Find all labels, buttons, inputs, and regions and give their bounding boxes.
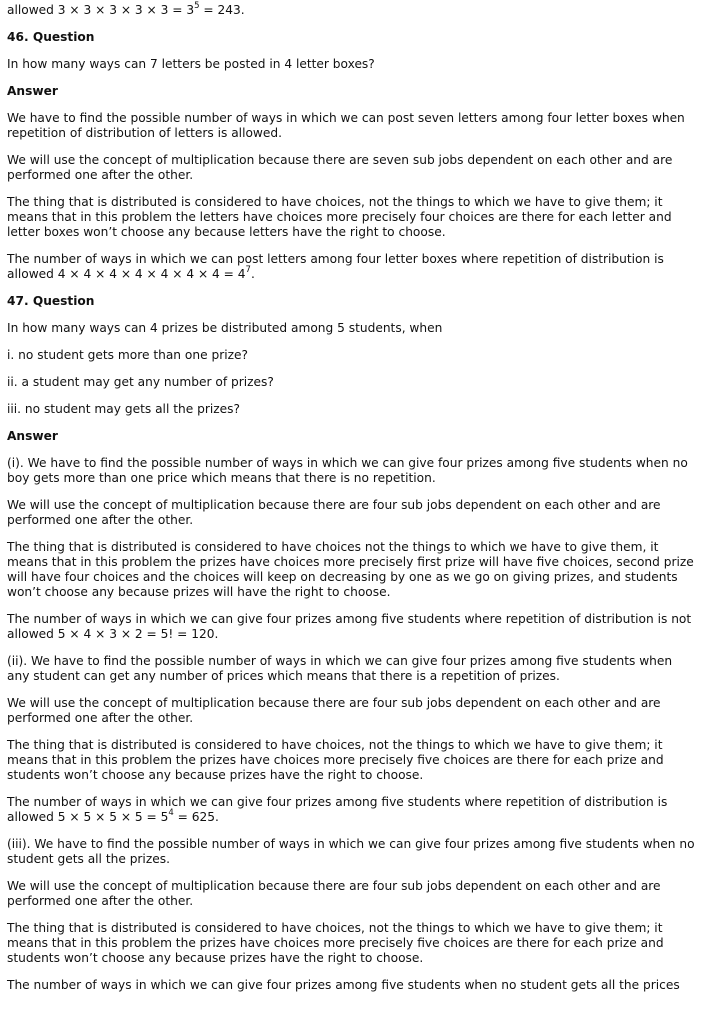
answer-47-ii-paragraph-2: We will use the concept of multiplication because there are four sub jobs dependent on each other and are performed one after the other. (7, 696, 661, 725)
answer-46-paragraph-1: We have to find the possible number of ways in which we can post seven letters among four letter boxes when repetition of distribution of letters is allowed. (7, 111, 685, 140)
answer-47-iii-result: The number of ways in which we can give four prizes among five students when no student gets all the prices (7, 978, 680, 992)
answer-46-label: Answer (7, 84, 58, 98)
question-47-text: In how many ways can 4 prizes be distributed among 5 students, when (7, 321, 443, 335)
answer-47-ii-paragraph-3: The thing that is distributed is considered to have choices, not the things to which we have to give them; it means that in this problem the prizes have choices more precisely five choices are there for each prize and students won’t choose any because prizes have the right to choose. (7, 738, 664, 782)
answer-46-paragraph-2: We will use the concept of multiplication because there are seven sub jobs dependent on each other and are performed one after the other. (7, 153, 673, 182)
question-47-part-iii: iii. no student may gets all the prizes? (7, 402, 240, 416)
answer-46-result: The number of ways in which we can post letters among four letter boxes where repetition of distribution is allowed $4 \times 4 \times 4 \times 4 \times 4 \times 4 \times 4 = 4^7$. (7, 252, 664, 281)
question-46-text: In how many ways can 7 letters be posted in 4 letter boxes? (7, 57, 375, 71)
previous-answer-result: allowed $3 \times 3 \times 3 \times 3 \times 3 = 3^5 = 243$. (7, 0, 245, 17)
answer-47-ii-result: The number of ways in which we can give four prizes among five students where repetition of distribution is allowed $5 \times 5 \times 5 \times 5 = 5^4 = 625$. (7, 795, 668, 824)
answer-47-ii-paragraph-1: (ii). We have to find the possible number of ways in which we can give four prizes among five students when any student can get any number of prices which means that there is a repetition of prizes. (7, 654, 673, 683)
question-47-part-i: i. no student gets more than one prize? (7, 348, 248, 362)
answer-47-iii-paragraph-1: (iii). We have to find the possible number of ways in which we can give four prizes among five students when no student gets all the prizes. (7, 837, 695, 866)
question-47-part-ii: ii. a student may get any number of prizes? (7, 375, 274, 389)
answer-47-i-paragraph-1: (i). We have to find the possible number of ways in which we can give four prizes among five students when no boy gets more than one price which means that there is no repetition. (7, 456, 688, 485)
question-46-heading: 46. Question (7, 30, 95, 44)
answer-47-iii-paragraph-3: The thing that is distributed is considered to have choices, not the things to which we have to give them; it means that in this problem the prizes have choices more precisely five choices are there for each prize and students won’t choose any because prizes have the right to choose. (7, 921, 664, 965)
answer-47-label: Answer (7, 429, 58, 443)
question-47-heading: 47. Question (7, 294, 95, 308)
answer-46-paragraph-3: The thing that is distributed is considered to have choices, not the things to which we have to give them; it means that in this problem the letters have choices more precisely four choices are there for each letter and letter boxes won’t choose any because letters have the right to choose. (7, 195, 672, 239)
answer-47-i-result: The number of ways in which we can give four prizes among five students where repetition of distribution is not allowed 5 × 4 × 3 × 2 = 5! = 120. (7, 612, 692, 641)
answer-47-i-paragraph-3: The thing that is distributed is considered to have choices not the things to which we have to give them, it means that in this problem the prizes have choices more precisely first prize will have five choices, second prize will have four choices and the choices will keep on decreasing by one as we go on giving prizes, and students won’t choose any because prizes will have the right to choose. (7, 540, 694, 599)
answer-47-i-paragraph-2: We will use the concept of multiplication because there are four sub jobs dependent on each other and are performed one after the other. (7, 498, 661, 527)
answer-47-iii-paragraph-2: We will use the concept of multiplication because there are four sub jobs dependent on each other and are performed one after the other. (7, 879, 661, 908)
